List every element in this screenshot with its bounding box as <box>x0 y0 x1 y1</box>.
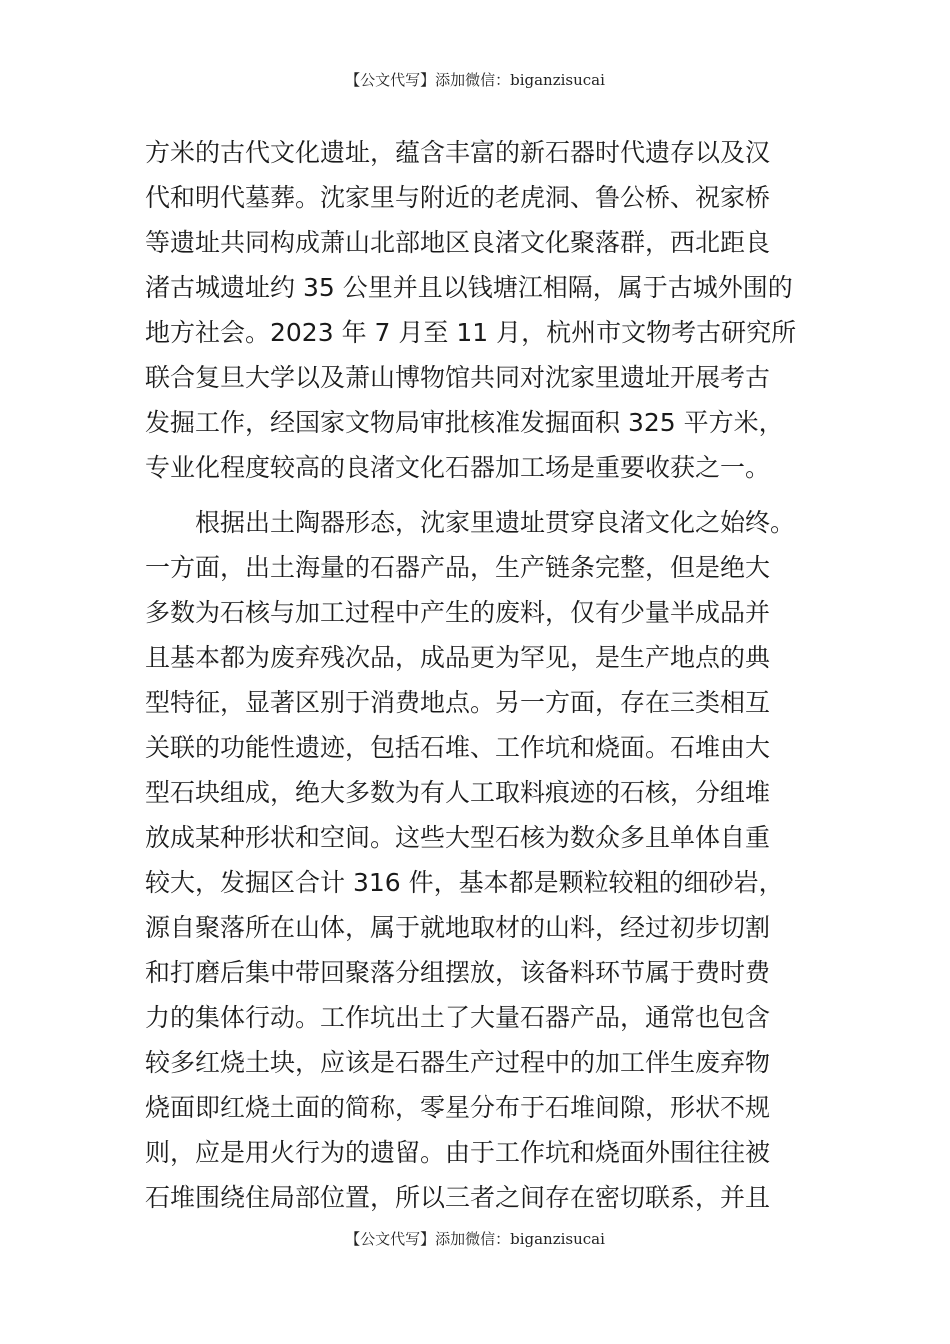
text-line: 烧面即红烧土面的简称，零星分布于石堆间隙，形状不规 <box>145 1093 771 1122</box>
text-line: 渚古城遗址约 35 公里并且以钱塘江相隔，属于古城外围的 <box>145 273 793 302</box>
text-line: 型石块组成，绝大多数为有人工取料痕迹的石核，分组堆 <box>145 778 771 807</box>
text-line: 多数为石核与加工过程中产生的废料，仅有少量半成品并 <box>145 598 771 627</box>
text-line: 力的集体行动。工作坑出土了大量石器产品，通常也包含 <box>145 1003 771 1032</box>
text-line: 放成某种形状和空间。这些大型石核为数众多且单体自重 <box>145 823 771 852</box>
text-line: 且基本都为废弃残次品，成品更为罕见，是生产地点的典 <box>145 643 771 672</box>
text-line: 发掘工作，经国家文物局审批核准发掘面积 325 平方米， <box>145 408 784 437</box>
text-line: 代和明代墓葬。沈家里与附近的老虎洞、鲁公桥、祝家桥 <box>145 183 771 212</box>
text-line: 等遗址共同构成萧山北部地区良渚文化聚落群，西北距良 <box>145 228 771 257</box>
text-line: 联合复旦大学以及萧山博物馆共同对沈家里遗址开展考古 <box>145 363 771 392</box>
page-header: 【公文代写】添加微信：biganzisucai <box>345 71 605 89</box>
page-footer: 【公文代写】添加微信：biganzisucai <box>345 1230 605 1248</box>
text-line: 源自聚落所在山体，属于就地取材的山料，经过初步切割 <box>145 913 771 942</box>
paragraph-1 <box>145 130 810 490</box>
text-line: 一方面，出土海量的石器产品，生产链条完整，但是绝大 <box>145 553 771 582</box>
text-line: 和打磨后集中带回聚落分组摆放，该备料环节属于费时费 <box>145 958 771 987</box>
text-line: 则，应是用火行为的遗留。由于工作坑和烧面外围往往被 <box>145 1138 771 1167</box>
text-line: 专业化程度较高的良渚文化石器加工场是重要收获之一。 <box>145 453 771 482</box>
text-line: 方米的古代文化遗址，蕴含丰富的新石器时代遗存以及汉 <box>145 138 771 167</box>
text-line: 石堆围绕住局部位置，所以三者之间存在密切联系，并且 <box>145 1183 771 1212</box>
text-line: 型特征，显著区别于消费地点。另一方面，存在三类相互 <box>145 688 771 717</box>
text-line: 较大，发掘区合计 316 件，基本都是颗粒较粗的细砂岩， <box>145 868 784 897</box>
text-line: 较多红烧土块，应该是石器生产过程中的加工伴生废弃物 <box>145 1048 771 1077</box>
paragraph-2 <box>145 500 810 1220</box>
text-line: 地方社会。2023 年 7 月至 11 月，杭州市文物考古研究所 <box>145 318 797 347</box>
document-body <box>145 130 810 1220</box>
text-line: 根据出土陶器形态，沈家里遗址贯穿良渚文化之始终。 <box>195 508 796 537</box>
text-line: 关联的功能性遗迹，包括石堆、工作坑和烧面。石堆由大 <box>145 733 771 762</box>
